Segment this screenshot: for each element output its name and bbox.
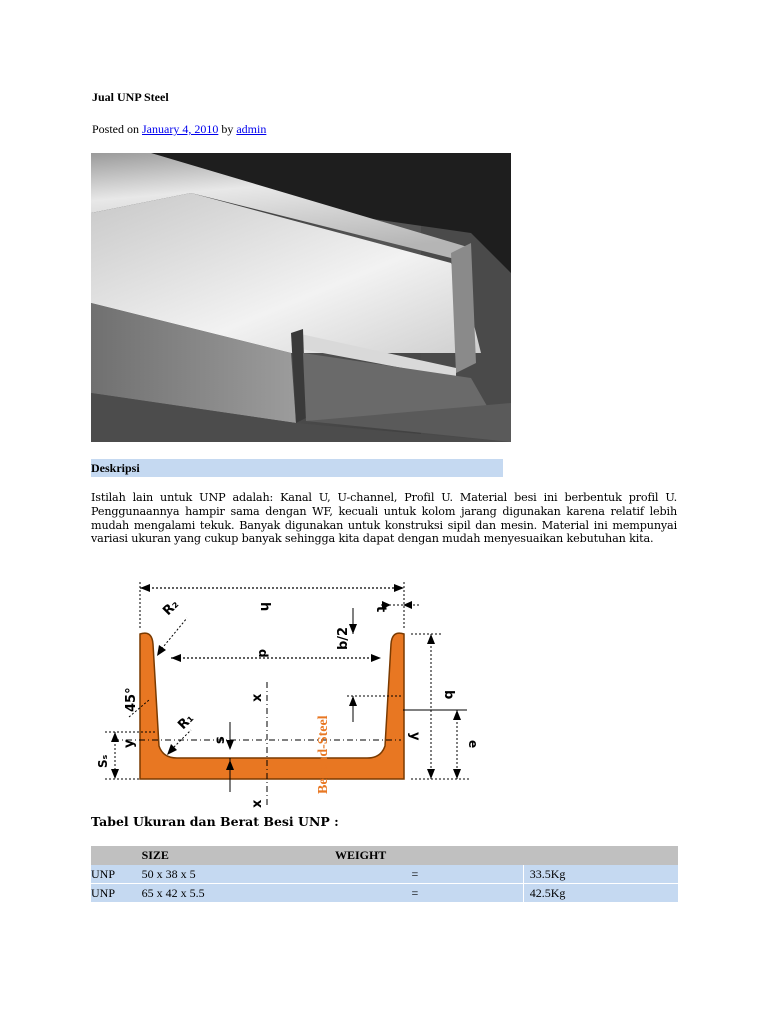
cell-eq: =: [335, 865, 523, 884]
cell-weight: 33.5Kg: [523, 865, 678, 884]
unp-profile-diagram: [91, 572, 481, 812]
cell-size: 65 x 42 x 5.5: [142, 884, 335, 903]
label-r2: R₂: [160, 597, 182, 619]
label-d: d: [256, 649, 270, 658]
post-title: Jual UNP Steel: [92, 90, 169, 104]
table-header-row: [91, 846, 678, 865]
header-cell-size: SIZE: [142, 846, 335, 865]
unp-steel-photo: [91, 153, 511, 442]
cell-eq: =: [335, 884, 523, 903]
label-ss: Sₛ: [96, 754, 110, 768]
header-cell-type: [91, 846, 142, 865]
header-cell-weight: WEIGHT: [335, 846, 523, 865]
cell-weight: 42.5Kg: [523, 884, 678, 903]
size-weight-table: [91, 846, 678, 903]
label-h: h: [257, 602, 272, 612]
label-e: e: [466, 740, 480, 749]
table-row: [91, 865, 678, 884]
label-r1: R₁: [175, 711, 197, 733]
by-label: by: [221, 122, 234, 136]
author-link[interactable]: admin: [236, 122, 267, 136]
label-b: b: [441, 690, 456, 700]
description-paragraph: Istilah lain untuk UNP adalah: Kanal U, U-channel, Profil U. Material besi ini berbentuk profil U. Penggunaannya hampir sama dengan WF, kecuali untuk kolom jarang digunakan karena relatif lebih mudah mengalami tekuk. Banyak digunakan untuk konstruksi sipil dan mesin. Material ini mempunyai variasi ukuran yang cukup banyak sehingga kita dapat dengan mudah menyesuaikan kebutuhan kita.: [91, 491, 677, 546]
post-meta: [92, 122, 266, 137]
label-y-right: y: [407, 732, 422, 741]
cell-type: UNP: [91, 865, 142, 884]
cell-type: UNP: [91, 884, 142, 903]
section-heading-bar: [91, 459, 503, 477]
label-x-bottom: x: [250, 799, 265, 808]
post-date-link[interactable]: January 4, 2010: [142, 122, 219, 136]
label-angle: 45°: [124, 687, 139, 712]
label-s: s: [213, 736, 228, 744]
section-heading: Deskripsi: [91, 461, 140, 475]
label-x-top: x: [250, 693, 265, 702]
table-row: [91, 884, 678, 903]
cell-size: 50 x 38 x 5: [142, 865, 335, 884]
posted-on-label: Posted on: [92, 122, 140, 136]
label-y-left: y: [122, 739, 137, 748]
watermark-text: Beyond-Steel: [316, 715, 331, 794]
label-t: t: [373, 606, 388, 613]
table-title: Tabel Ukuran dan Berat Besi UNP :: [91, 814, 339, 829]
label-b-half: b/2: [336, 626, 351, 650]
header-cell-empty: [523, 846, 678, 865]
